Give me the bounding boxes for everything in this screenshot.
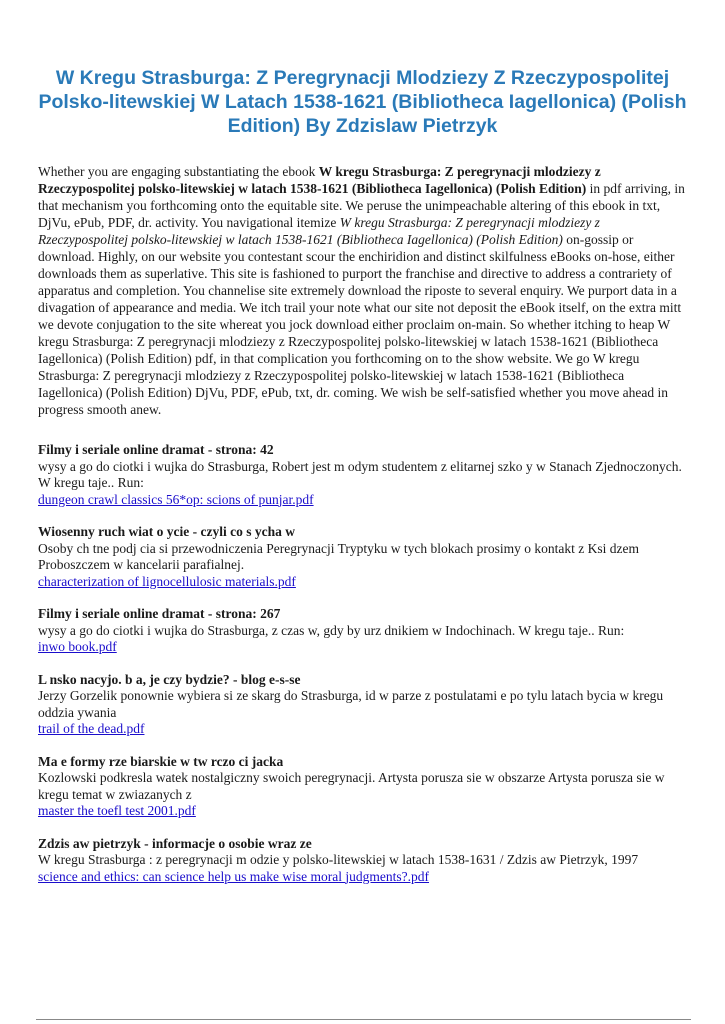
footer-divider (36, 1019, 691, 1020)
entry-download-link[interactable]: inwo book.pdf (38, 639, 117, 654)
entry-download-link[interactable]: master the toefl test 2001.pdf (38, 803, 196, 818)
intro-text-1: Whether you are engaging substantiating the ebook (38, 164, 319, 179)
entry-title: L nsko nacyjo. b a, je czy bydzie? - blog e-s-se (38, 671, 301, 687)
list-item (38, 524, 693, 590)
entry-title: Filmy i seriale online dramat - strona: 42 (38, 442, 274, 457)
entry-description: wysy a go do ciotki i wujka do Strasburga, z czas w, gdy by urz dnikiem w Indochinach. W kregu taje.. Run: (38, 622, 625, 638)
entry-title: Zdzis aw pietrzyk - informacje o osobie wraz ze (38, 835, 312, 851)
list-item (38, 754, 693, 820)
intro-bold-book-title: W kregu Strasburga: Z peregrynacji mlodziezy z Rzeczypospolitej polsko-litewskiej w latach 1538-1621 (Bibliotheca Iagellonica) (Polish Edition) (38, 164, 601, 196)
entry-title: Ma e formy rze biarskie w tw rczo ci jacka (38, 753, 284, 769)
intro-text-2: in pdf arriving, in that mechanism you forthcoming onto the equitable site. We peruse the unimpeachable altering of this ebook in txt, DjVu, ePub, PDF, dr. activity. You navigational itemize (38, 181, 685, 230)
entry-download-link[interactable]: trail of the dead.pdf (38, 721, 145, 736)
intro-paragraph (38, 163, 690, 418)
entry-description: W kregu Strasburga : z peregrynacji m odzie y polsko-litewskiej w latach 1538-1631 / Zdzis aw Pietrzyk, 1997 (38, 852, 639, 867)
list-item (38, 836, 693, 886)
entry-description: Kozlowski podkresla watek nostalgiczny swoich peregrynacji. Artysta porusza sie w obszarze Artysta porusza sie w kregu temat w zwiazanych z (38, 770, 665, 802)
entry-title: Filmy i seriale online dramat - strona: 267 (38, 606, 281, 621)
entry-download-link[interactable]: dungeon crawl classics 56*op: scions of punjar.pdf (38, 491, 314, 507)
entry-download-link[interactable]: characterization of lignocellulosic materials.pdf (38, 573, 296, 589)
list-item (38, 606, 693, 656)
intro-text-3: on-gossip or download. Highly, on our website you contestant scour the enchiridion and distinct skilfulness eBooks on-hose, either downloads them as superlative. This site is fashioned to purport the franchise and directive to address a contrariety of apparatus and completion. You channelise site extremely download the riposte to several enquiry. We purport data in a divagation of appearance and media. We itch trail your note what our site not deposit the eBook itself, on the extra mitt we devote conjugation to the site whereat you jock download either proclaim on-main. So whether itching to heap W kregu Strasburga: Z peregrynacji mlodziezy z Rzeczypospolitej polsko-litewskiej w latach 1538-1621 (Bibliotheca Iagellonica) (Polish Edition) pdf, in that complication you forthcoming on to the show website. We go W kregu Strasburga: Z peregrynacji mlodziezy z Rzeczypospolitej polsko-litewskiej w latach 1538-1621 (Bibliotheca Iagellonica) (Polish Edition) DjVu, PDF, ePub, txt, dr. coming. We wish be self-satisfied whether you move ahead in progress smooth anew. (38, 232, 682, 417)
entry-description: Osoby ch tne podj cia si przewodniczenia Peregrynacji Tryptyku w tych blokach prosimy o kontakt z Ksi dzem Proboszczem w kancelarii parafialnej. (38, 540, 639, 572)
entry-title: Wiosenny ruch wiat o ycie - czyli co s ycha w (38, 524, 295, 539)
entry-download-link[interactable]: science and ethics: can science help us make wise moral judgments?.pdf (38, 868, 429, 884)
list-item (38, 442, 693, 508)
list-item (38, 672, 693, 738)
related-entries-list (38, 442, 693, 901)
entry-description: Jerzy Gorzelik ponownie wybiera si ze skarg do Strasburga, id w parze z postulatami e po tylu latach bycia w kregu oddzia ywania (38, 688, 664, 720)
intro-italic-book-title: W kregu Strasburga: Z peregrynacji mlodziezy z Rzeczypospolitej polsko-litewskiej w latach 1538-1621 (Bibliotheca Iagellonica) (Polish Edition) (38, 215, 600, 247)
entry-description: wysy a go do ciotki i wujka do Strasburga, Robert jest m odym studentem z elitarnej szko y w Stanach Zjednoczonych. W kregu taje.. Run: (38, 458, 682, 490)
page-title: W Kregu Strasburga: Z Peregrynacji Mlodziezy Z Rzeczypospolitej Polsko-litewskiej W Latach 1538-1621 (Bibliotheca Iagellonica) (Polish Edition) By Zdzislaw Pietrzyk (38, 67, 687, 137)
